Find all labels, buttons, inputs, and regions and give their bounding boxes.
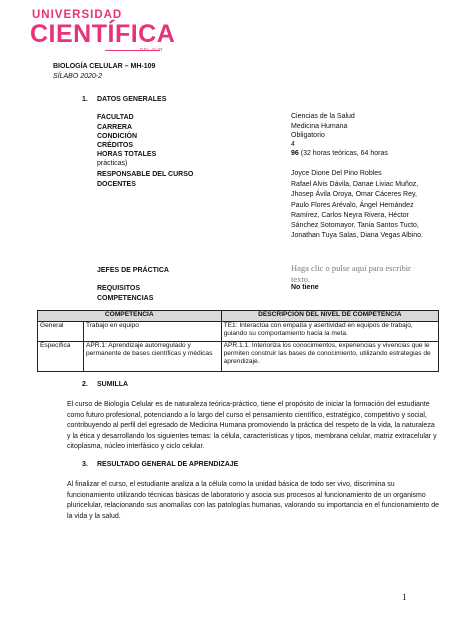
page-number: 1 bbox=[402, 592, 407, 602]
table-row bbox=[38, 342, 439, 372]
document-subtitle: SÍLABO 2020-2 bbox=[53, 73, 103, 80]
jefes-placeholder-field[interactable]: Haga clic o pulse aquí para escribir texto. bbox=[291, 263, 411, 284]
label-responsable: RESPONSABLE DEL CURSO bbox=[97, 171, 194, 178]
table-header-row bbox=[38, 311, 439, 322]
row-competencia: Trabajo en equipo bbox=[83, 322, 221, 342]
section-2-title: SUMILLA bbox=[97, 381, 129, 388]
value-requisitos: No tiene bbox=[291, 284, 319, 291]
value-carrera: Medicina Humana bbox=[291, 123, 348, 130]
sumilla-paragraph: El curso de Biología Celular es de naturaleza teórica-práctico, tiene el propósito de iniciar la formación del estudiante como futuro profesional, potenciando a lo largo del curso el pensamiento científico, estratégico, competitivo y social, contribuyendo al perfil del egresado de Medicina Humana promoviendo la práctica del respeto de la vida, la naturaleza y la ética y desarrollando los siguientes temas: la célula, características y tipos, membrana celular, matriz extracelular y citoplasma, núcleo interfásico y ciclo celular. bbox=[67, 401, 437, 450]
university-logo bbox=[30, 9, 190, 52]
label-docentes: DOCENTES bbox=[97, 181, 136, 188]
label-creditos: CRÉDITOS bbox=[97, 142, 134, 149]
value-facultad: Ciencias de la Salud bbox=[291, 113, 355, 120]
table-row bbox=[38, 322, 439, 342]
resultado-paragraph: Al finalizar el curso, el estudiante analiza a la célula como la unidad básica de todo ser vivo, discrimina su funcionamiento utilizando técnicas básicas de laboratorio y asocia sus procesos al funcionamiento de un organismo pluricelular, relacionando sus anomalías con las patologías humanas, valorando su importancia en el funcionamiento de la vida y la salud. bbox=[67, 481, 440, 520]
row-descripcion: TE1: Interactúa con empatía y asertividad en equipos de trabajo, guiando su comportamiento hacia la meta. bbox=[221, 322, 438, 342]
value-horas-continued: prácticas) bbox=[97, 160, 128, 167]
header-descripcion: DESCRIPCIÓN DEL NIVEL DE COMPETENCIA bbox=[221, 311, 438, 322]
logo-line-1: UNIVERSIDAD bbox=[32, 9, 123, 21]
value-docentes: Rafael Alvis Dávila, Danae Liviac Muñoz, Jhosep Ávila Oroya, Omar Cáceres Rey, Paulo Flores Arévalo, Ángel Hernández Ramírez, Carlos Neyra Rivera, Héctor Sánchez Sotomayor, Tania Santos Tucto, Jonathan Tuya Salas, Diana Vegas Albino. bbox=[291, 181, 423, 240]
value-creditos: 4 bbox=[291, 141, 295, 148]
label-jefes: JEFES DE PRÁCTICA bbox=[97, 267, 169, 274]
value-horas-total: 96 bbox=[291, 150, 299, 157]
row-type: General bbox=[38, 322, 84, 342]
competencias-table bbox=[37, 310, 439, 372]
label-horas: HORAS TOTALES bbox=[97, 151, 157, 158]
section-3-number: 3. bbox=[82, 461, 88, 468]
logo-line-3: DEL SUR bbox=[140, 47, 163, 52]
row-descripcion: APR.1.1. Interioriza los conocimientos, experiencias y vivencias que le permiten construir las bases de conocimiento, utilizando estrategias de aprendizaje. bbox=[221, 342, 438, 372]
header-competencia: COMPETENCIA bbox=[38, 311, 222, 322]
value-condicion: Obligatorio bbox=[291, 132, 325, 139]
label-facultad: FACULTAD bbox=[97, 114, 134, 121]
logo-line-2: CIENTÍFICA bbox=[30, 20, 176, 48]
section-3-title: RESULTADO GENERAL DE APRENDIZAJE bbox=[97, 461, 239, 468]
value-horas bbox=[291, 149, 388, 159]
document-title: BIOLOGÍA CELULAR – MH-109 bbox=[53, 63, 156, 70]
section-1-title: DATOS GENERALES bbox=[97, 96, 167, 103]
section-2-number: 2. bbox=[82, 381, 88, 388]
section-1-number: 1. bbox=[82, 96, 88, 103]
row-type: Específica bbox=[38, 342, 84, 372]
value-horas-detail: (32 horas teóricas, 64 horas bbox=[298, 150, 388, 157]
label-competencias: COMPETENCIAS bbox=[97, 295, 154, 302]
value-responsable: Joyce Dione Del Pino Robles bbox=[291, 170, 382, 177]
label-condicion: CONDICIÓN bbox=[97, 133, 138, 140]
row-competencia: APR.1: Aprendizaje autorregulado y permanente de bases científicas y médicas bbox=[83, 342, 221, 372]
label-requisitos: REQUISITOS bbox=[97, 285, 141, 292]
label-carrera: CARRERA bbox=[97, 124, 132, 131]
